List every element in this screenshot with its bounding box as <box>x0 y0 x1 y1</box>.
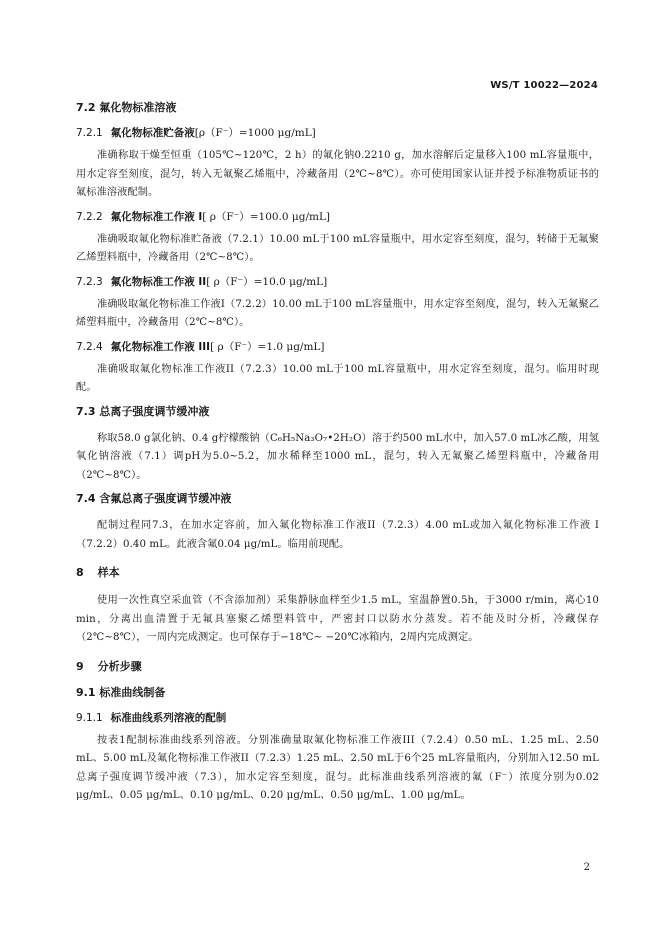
section-number: 9 <box>76 659 84 673</box>
heading-7-2-2 <box>76 210 599 224</box>
concentration-formula: [ ρ（F⁻）=100.0 μg/mL] <box>202 210 331 223</box>
section-title: 氟化物标准工作液 I <box>110 210 203 223</box>
section-number: 7.2.2 <box>76 210 103 223</box>
concentration-formula: [ρ（F⁻）=1000 μg/mL] <box>194 127 316 139</box>
heading-7-2-1 <box>76 126 599 140</box>
paragraph-7-4: 配制过程同7.3，在加水定容前，加入氟化物标准工作液II（7.2.3）4.00 mL或加入氟化物标准工作液 I（7.2.2）0.40 mL。此液含氟0.04 μg/mL。临用前现配。 <box>76 520 599 550</box>
paragraph-7-3: 称取58.0 g氯化钠、0.4 g柠檬酸钠（C₆H₅Na₃O₇•2H₂O）溶于约500 mL水中，加入57.0 mL冰乙酸，用氢氧化钠溶液（7.1）调pH为5.0~5.2，加水稀释至1000 mL，混匀，转入无氟聚乙烯塑料瓶中，冷藏备用（2℃~8℃）。 <box>76 432 599 481</box>
heading-9-1: 9.1 标准曲线制备 <box>76 685 166 699</box>
heading-7-4: 7.4 含氟总离子强度调节缓冲液 <box>76 492 232 505</box>
document-body <box>76 101 599 813</box>
heading-8 <box>76 566 599 580</box>
section-title: 氟化物标准工作液 III <box>110 340 211 353</box>
paragraph-7-2-3: 准确吸取氟化物标准工作液I（7.2.2）10.00 mL于100 mL容量瓶中，用水定容至刻度，混匀，转入无氟聚乙烯塑料瓶中，冷藏备用（2℃~8℃）。 <box>76 298 599 328</box>
page-number: 2 <box>583 862 590 873</box>
heading-7-3: 7.3 总离子强度调节缓冲液 <box>76 404 210 418</box>
paragraph-9-1-1: 按表1配制标准曲线系列溶液。分别准确量取氟化物标准工作液III（7.2.4）0.50 mL、1.25 mL、2.50 mL、5.00 mL及氟化物标准工作液II（7.2.3）1.25 mL、2.50 mL于6个25 mL容量瓶内，分别加入12.50 mL总离子强度调节缓冲液（7.3），加水定容至刻度，混匀。此标准曲线系列溶液的氟（F⁻）浓度分别为0.02 μg/mL、0.05 μg/mL、0.10 μg/mL、0.20 μg/mL、0.50 μg/mL、1.00 μg/mL。 <box>76 734 599 801</box>
heading-9 <box>76 660 599 674</box>
heading-7-2-4 <box>76 340 599 354</box>
section-number: 7.2.4 <box>76 340 103 353</box>
heading-7-2: 7.2 氟化物标准溶液 <box>76 101 177 114</box>
paragraph-8: 使用一次性真空采血管（不含添加剂）采集静脉血样至少1.5 mL，室温静置0.5h，于3000 r/min，离心10 min，分离出血清置于无氟具塞聚乙烯塑料管中，严密封口以防水分蒸发。若不能及时分析，冷藏保存（2℃~8℃），一周内完成测定。也可保存于−18℃~ −20℃冰箱内，2周内完成测定。 <box>76 595 599 643</box>
section-number: 9.1.1 <box>76 711 103 724</box>
section-title: 样本 <box>97 566 120 579</box>
section-number: 8 <box>76 566 84 579</box>
section-title: 分析步骤 <box>97 659 142 673</box>
section-title: 氟化物标准工作液 II <box>110 275 207 288</box>
paragraph-7-2-4: 准确吸取氟化物标准工作液II（7.2.3）10.00 mL于100 mL容量瓶中，用水定容至刻度，混匀。临用时现配。 <box>76 363 599 393</box>
section-title: 氟化物标准贮备液 <box>110 127 195 139</box>
section-number: 7.2.3 <box>76 275 103 288</box>
section-number: 7.2.1 <box>76 127 103 139</box>
paragraph-7-2-2: 准确吸取氟化物标准贮备液（7.2.1）10.00 mL于100 mL容量瓶中，用水定容至刻度，混匀，转储于无氟聚乙烯塑料瓶中，冷藏备用（2℃~8℃）。 <box>76 233 599 263</box>
paragraph-7-2-1: 准确称取干燥至恒重（105℃~120℃，2 h）的氟化钠0.2210 g，加水溶解后定量移入100 mL容量瓶中，用水定容至刻度，混匀，转入无氟聚乙烯瓶中，冷藏备用（2℃~8℃）。亦可使用国家认证并授予标准物质证书的氟标准溶液配制。 <box>76 150 599 198</box>
document-code: WS/T 10022—2024 <box>490 80 598 91</box>
heading-7-2-3 <box>76 275 599 289</box>
concentration-formula: [ ρ（F⁻）=10.0 μg/mL] <box>206 275 328 288</box>
section-title: 标准曲线系列溶液的配制 <box>110 711 227 724</box>
heading-9-1-1 <box>76 711 599 725</box>
concentration-formula: [ ρ（F⁻）=1.0 μg/mL] <box>210 340 325 353</box>
